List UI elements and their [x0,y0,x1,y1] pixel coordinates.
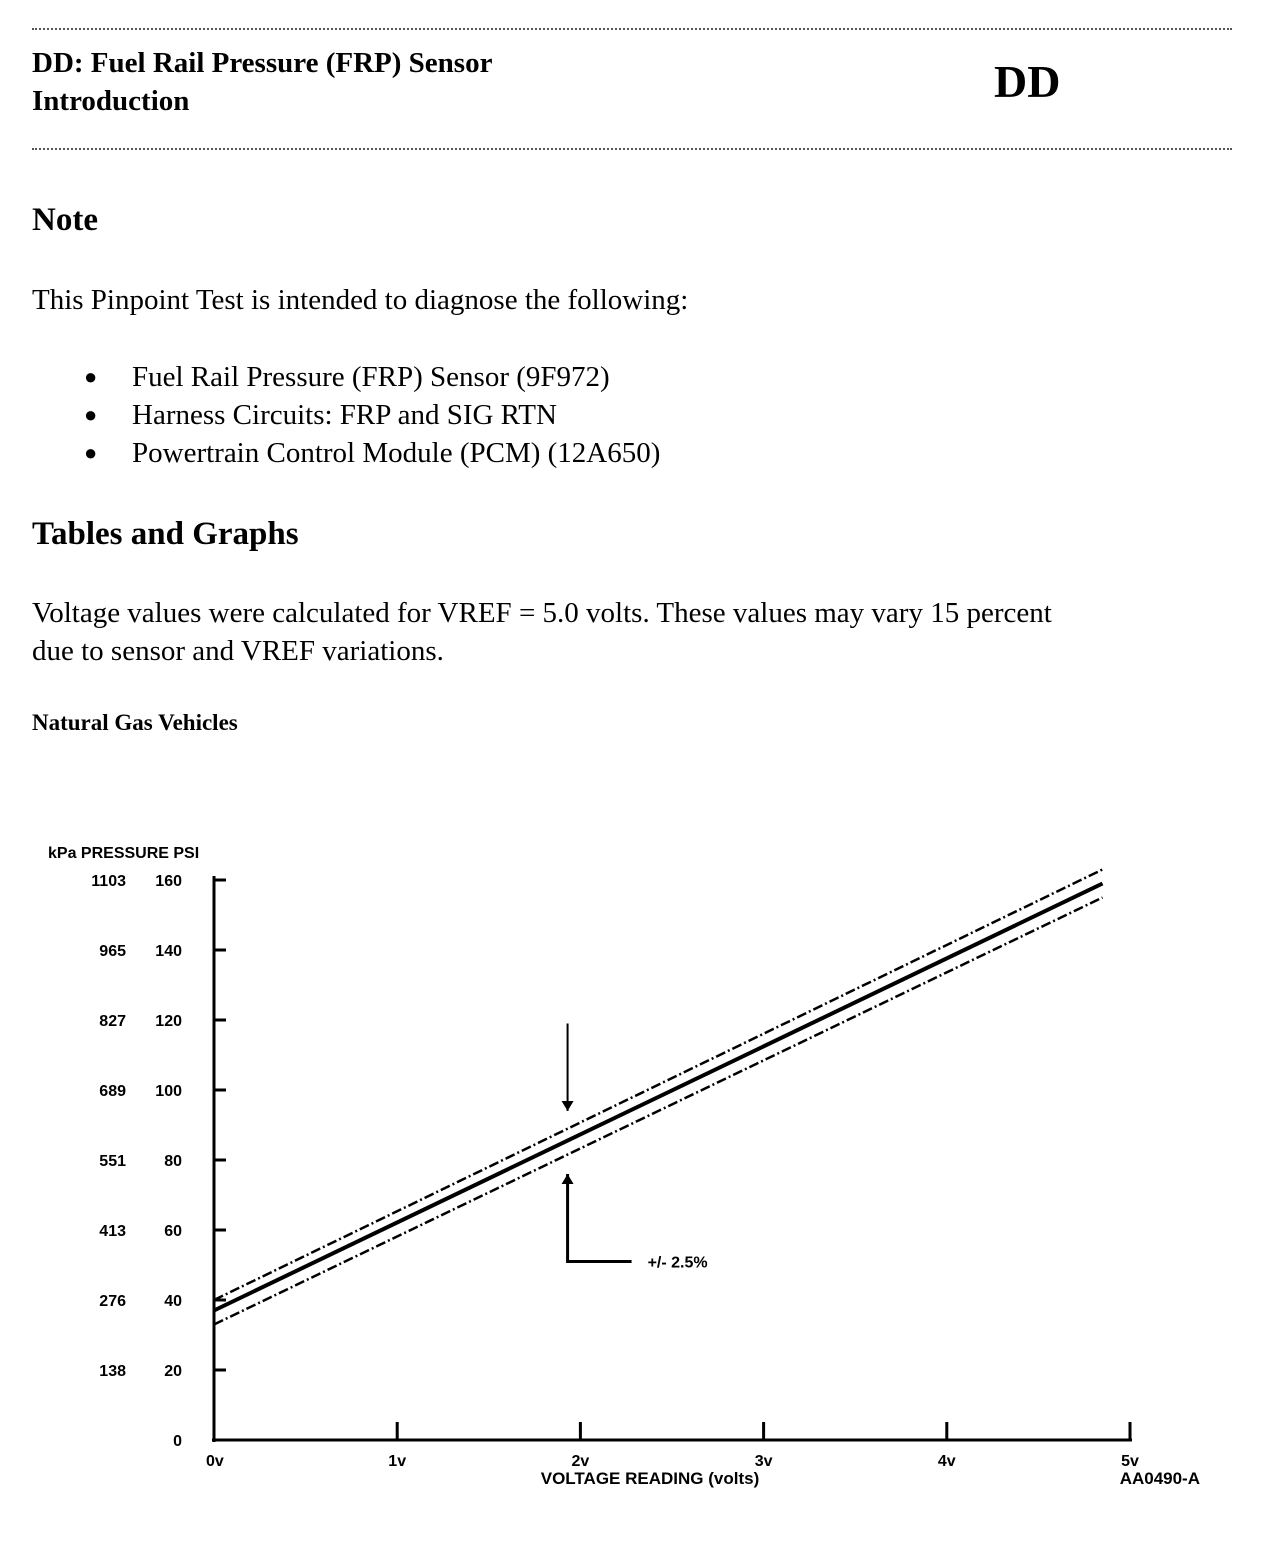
tolerance-label: +/- 2.5% [647,1254,708,1272]
tolerance-arrow-up [568,1174,632,1262]
y-tick-label-psi: 80 [164,1153,182,1170]
pressure-voltage-chart [0,830,1264,1510]
y-tick-label-kpa: 551 [99,1153,126,1170]
bullet-icon: ● [84,402,98,427]
arrow-head-icon [562,1174,574,1184]
y-axis-header: kPa PRESSURE PSI [48,845,200,862]
page-title [32,44,492,120]
y-tick-label-kpa: 413 [99,1223,126,1240]
tolerance-line [214,870,1103,1301]
tables-heading: Tables and Graphs [32,516,299,552]
note-intro: This Pinpoint Test is intended to diagnose the following: [32,284,689,316]
x-tick-label: 0v [206,1453,224,1470]
tables-paragraph [32,594,1232,670]
x-tick-label: 5v [1121,1453,1139,1470]
y-tick-label-kpa: 827 [99,1013,126,1030]
bullet-icon: ● [84,440,98,465]
list-item-text: Fuel Rail Pressure (FRP) Sensor (9F972) [132,361,610,393]
arrow-head-icon [562,1101,574,1111]
figure-id: AA0490-A [1119,1469,1200,1488]
paragraph-line-1: Voltage values were calculated for VREF = 5.0 volts. These values may vary 15 percent [32,597,1052,629]
x-tick-label: 2v [571,1453,590,1470]
x-tick-label: 4v [937,1453,956,1470]
list-item [32,396,660,434]
section-code: DD [994,56,1061,107]
y-tick-label-kpa: 965 [99,943,126,960]
y-tick-label-psi: 120 [155,1013,182,1030]
header-bottom-rule [32,148,1232,150]
top-rule [32,28,1232,30]
y-tick-label-kpa: 276 [99,1293,126,1310]
y-tick-label-kpa: 689 [99,1083,126,1100]
y-tick-label-psi: 40 [164,1293,182,1310]
list-item [32,358,660,396]
x-tick-label: 3v [754,1453,773,1470]
title-line-1: DD: Fuel Rail Pressure (FRP) Sensor [32,47,493,79]
nominal-line [214,884,1103,1311]
x-axis-label: VOLTAGE READING (volts) [540,1469,760,1488]
y-tick-label-psi: 60 [164,1223,182,1240]
y-tick-label-psi: 100 [155,1083,182,1100]
paragraph-line-2: due to sensor and VREF variations. [32,635,444,667]
y-tick-label-psi: 0 [173,1433,182,1450]
note-heading: Note [32,202,98,238]
y-tick-label-psi: 20 [164,1363,182,1380]
chart-caption: Natural Gas Vehicles [32,710,238,735]
list-item-text: Powertrain Control Module (PCM) (12A650) [132,437,661,469]
y-tick-label-kpa: 1103 [91,873,126,890]
list-item [32,434,660,472]
bullet-icon: ● [84,364,98,389]
diagnose-list [32,358,660,472]
y-tick-label-kpa: 138 [99,1363,126,1380]
y-tick-label-psi: 140 [155,943,182,960]
list-item-text: Harness Circuits: FRP and SIG RTN [132,399,557,431]
y-tick-label-psi: 160 [155,873,182,890]
title-line-2: Introduction [32,85,190,117]
x-tick-label: 1v [388,1453,407,1470]
